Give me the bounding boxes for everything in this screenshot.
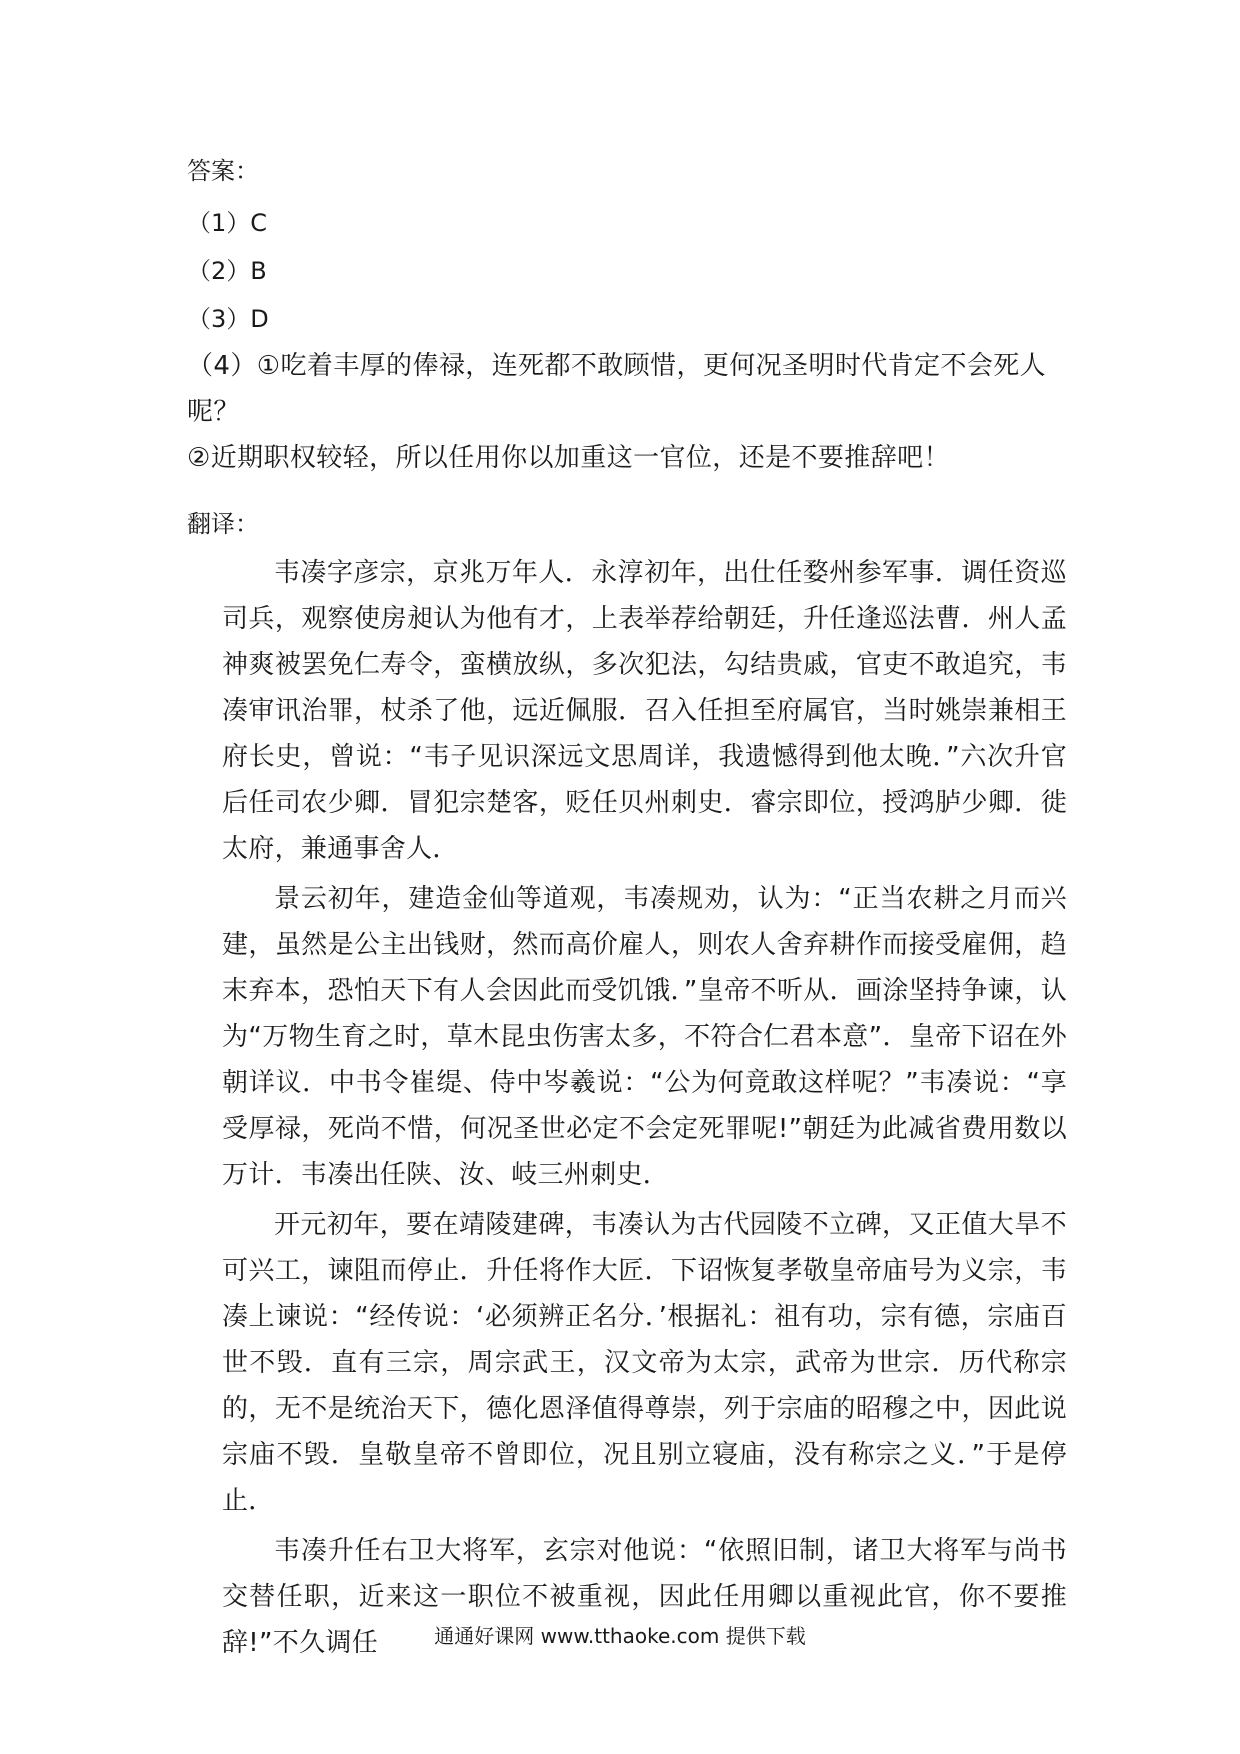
answer-item-2: （2）B xyxy=(187,257,267,285)
page-footer: 通通好课网 www.tthaoke.com 提供下载 xyxy=(434,1624,806,1648)
translation-label: 翻译： xyxy=(187,510,259,538)
answer-label: 答案： xyxy=(187,157,259,185)
answer-item-4-line-1: （4）①吃着丰厚的俸禄，连死都不敢顾惜，更何况圣明时代肯定不会死人呢？ xyxy=(187,351,1047,427)
answer-section xyxy=(187,155,1067,481)
translation-paragraph-1: 韦凑字彦宗，京兆万年人．永淳初年，出仕任婺州参军事．调任资巡司兵，观察使房昶认为他有才，上表举荐给朝廷，升任逢巡法曹．州人孟神爽被罢免仁寿令，蛮横放纵，多次犯法，勾结贵戚，官吏不敢追究，韦凑审讯治罪，杖杀了他，远近佩服．召入任担至府属官，当时姚崇兼相王府长史，曾说：“韦子见识深远文思周详，我遗憾得到他太晚．”六次升官后任司农少卿．冒犯宗楚客，贬任贝州刺史．睿宗即位，授鸿胪少卿．徙太府，兼通事舍人． xyxy=(222,558,1067,864)
translation-paragraph-2: 景云初年，建造金仙等道观，韦凑规劝，认为：“正当农耕之月而兴建，虽然是公主出钱财，然而高价雇人，则农人舍弃耕作而接受雇佣，趋末弃本，恐怕天下有人会因此而受饥饿．”皇帝不听从．画涂坚持争谏，认为“万物生育之时，草木昆虫伤害太多，不符合仁君本意”．皇帝下诏在外朝详议．中书令崔缇、侍中岑羲说：“公为何竟敢这样呢？”韦凑说：“享受厚禄，死尚不惜，何况圣世必定不会定死罪呢!”朝廷为此减省费用数以万计．韦凑出任陕、汝、岐三州刺史． xyxy=(222,884,1067,1190)
answer-item-1: （1）C xyxy=(187,209,268,237)
translation-section xyxy=(187,508,1067,1670)
translation-paragraph-4: 韦凑升任右卫大将军，玄宗对他说：“依照旧制，诸卫大将军与尚书交替任职，近来这一职位不被重视，因此任用卿以重视此官，你不要推辞!”不久调任 xyxy=(222,1536,1067,1658)
translation-paragraph-3: 开元初年，要在靖陵建碑，韦凑认为古代园陵不立碑，又正值大旱不可兴工，谏阻而停止．升任将作大匠．下诏恢复孝敬皇帝庙号为义宗，韦凑上谏说：“经传说：‘必须辨正名分．’根据礼：祖有功，宗有德，宗庙百世不毁．直有三宗，周宗武王，汉文帝为太宗，武帝为世宗．历代称宗的，无不是统治天下，德化恩泽值得尊崇，列于宗庙的昭穆之中，因此说宗庙不毁．皇敬皇帝不曾即位，况且别立寝庙，没有称宗之义．”于是停止． xyxy=(222,1210,1067,1516)
answer-item-3: （3）D xyxy=(187,305,269,333)
answer-item-4-line-2: ②近期职权较轻，所以任用你以加重这一官位，还是不要推辞吧！ xyxy=(187,443,950,473)
